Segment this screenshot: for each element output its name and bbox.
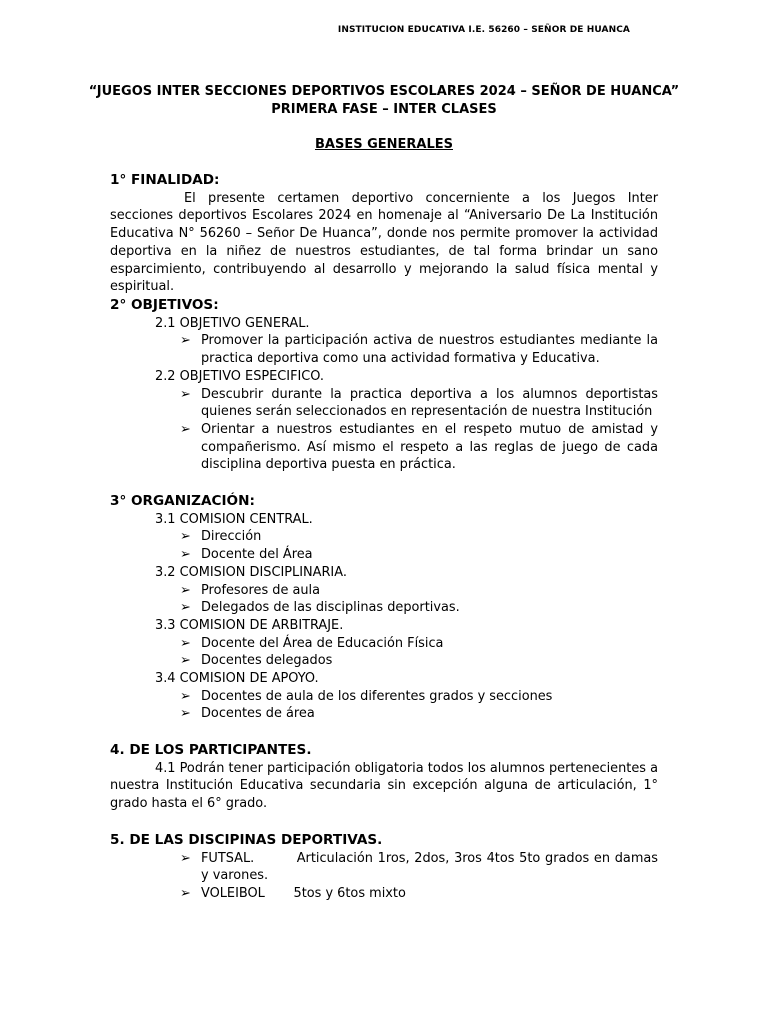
list-item: ➢ Docentes de área xyxy=(180,706,315,722)
list-item: ➢ Descubrir durante la practica deportiva a los alumnos deportistas quienes serán seleccionados en representación de nuestra Institución xyxy=(180,386,658,420)
subsection-heading: 2.1 OBJETIVO GENERAL. xyxy=(155,315,310,331)
subsection-heading: 2.2 OBJETIVO ESPECIFICO. xyxy=(155,368,325,384)
section-heading: 2° OBJETIVOS: xyxy=(110,297,219,313)
arrow-bullet-icon: ➢ xyxy=(180,547,191,563)
list-item: ➢ Orientar a nuestros estudiantes en el respeto mutuo de amistad y compañerismo. Así mismo el respeto a las reglas de juego de cada disciplina deportiva puesta en práctica. xyxy=(180,421,658,473)
section-heading: 3° ORGANIZACIÓN: xyxy=(110,493,255,509)
arrow-bullet-icon: ➢ xyxy=(180,688,191,704)
arrow-bullet-icon: ➢ xyxy=(180,333,191,349)
list-item: ➢ VOLEIBOL 5tos y 6tos mixto xyxy=(180,886,406,902)
list-item: ➢ Docentes delegados xyxy=(180,653,333,669)
subsection-heading: 3.2 COMISION DISCIPLINARIA. xyxy=(155,564,347,580)
list-item: ➢ Docente del Área xyxy=(180,547,313,563)
arrow-bullet-icon: ➢ xyxy=(180,386,191,402)
section-organizacion xyxy=(110,493,658,723)
section-body: El presente certamen deportivo concerniente a los Juegos Inter secciones deportivos Escolares 2024 en homenaje al “Aniversario De La Institución Educativa N° 56260 – Señor De Huanca”, donde nos permite promover la actividad deportiva en la niñez de nuestros estudiantes, de tal forma brindar un sano esparcimiento, contribuyendo al desarrollo y mejorando la salud física mental y espiritual. xyxy=(110,190,658,295)
section-heading: 1° FINALIDAD: xyxy=(110,172,220,188)
section-objetivos xyxy=(110,297,658,474)
subsection-heading: 3.1 COMISION CENTRAL. xyxy=(155,511,313,527)
subsection-heading: 3.3 COMISION DE ARBITRAJE. xyxy=(155,617,344,633)
list-item: ➢ Docente del Área de Educación Física xyxy=(180,635,444,651)
section-title: BASES GENERALES xyxy=(314,137,453,152)
section-heading: 5. DE LAS DISCIPINAS DEPORTIVAS. xyxy=(110,832,383,848)
arrow-bullet-icon: ➢ xyxy=(180,421,191,437)
arrow-bullet-icon: ➢ xyxy=(180,886,191,902)
document-title: “JUEGOS INTER SECCIONES DEPORTIVOS ESCOLARES 2024 – SEÑOR DE HUANCA” xyxy=(88,84,680,99)
section-disciplinas xyxy=(110,832,663,903)
arrow-bullet-icon: ➢ xyxy=(180,635,191,651)
list-item: ➢ FUTSAL. Articulación 1ros, 2dos, 3ros 4tos 5to grados en damas y varones. xyxy=(180,850,663,884)
section-heading: 4. DE LOS PARTICIPANTES. xyxy=(110,742,312,758)
document-subtitle-phase: PRIMERA FASE – INTER CLASES xyxy=(271,102,497,117)
list-item: ➢ Profesores de aula xyxy=(180,582,321,598)
section-body: 4.1 Podrán tener participación obligatoria todos los alumnos pertenecientes a nuestra Institución Educativa secundaria sin excepción alguna de articulación, 1° grado hasta el 6° grado. xyxy=(110,760,658,812)
list-item: ➢ Delegados de las disciplinas deportivas. xyxy=(180,600,460,616)
list-item: ➢ Docentes de aula de los diferentes grados y secciones xyxy=(180,688,553,704)
list-item: ➢ Promover la participación activa de nuestros estudiantes mediante la practica deportiva como una actividad formativa y Educativa. xyxy=(180,333,658,367)
arrow-bullet-icon: ➢ xyxy=(180,653,191,669)
arrow-bullet-icon: ➢ xyxy=(180,850,191,866)
arrow-bullet-icon: ➢ xyxy=(180,529,191,545)
subsection-heading: 3.4 COMISION DE APOYO. xyxy=(155,671,319,687)
list-item: ➢ Dirección xyxy=(180,529,262,545)
section-finalidad xyxy=(110,172,658,296)
arrow-bullet-icon: ➢ xyxy=(180,582,191,598)
section-participantes xyxy=(110,742,658,813)
page-header: INSTITUCION EDUCATIVA I.E. 56260 – SEÑOR DE HUANCA xyxy=(337,25,630,35)
arrow-bullet-icon: ➢ xyxy=(180,706,191,722)
arrow-bullet-icon: ➢ xyxy=(180,600,191,616)
